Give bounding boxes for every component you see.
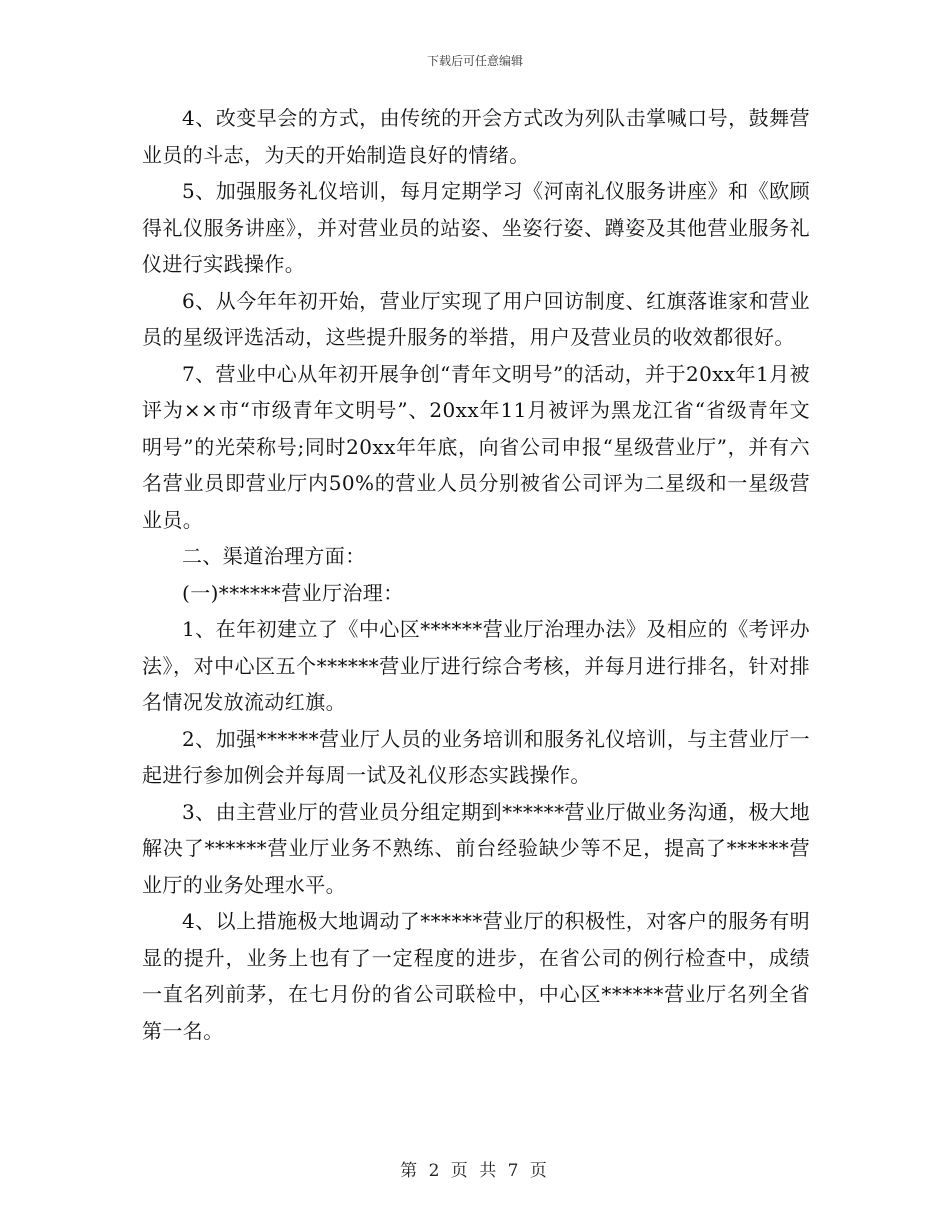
paragraph-sub-1: 1、在年初建立了《中心区******营业厅治理办法》及相应的《考评办法》，对中心区五个******营业厅进行综合考核，并每月进行排名，针对排名情况发放流动红旗。 xyxy=(142,617,810,714)
paragraph-sub-3: 3、由主营业厅的营业员分组定期到******营业厅做业务沟通，极大地解决了******营业厅业务不熟练、前台经验缺少等不足，提高了******营业厅的业务处理水平。 xyxy=(142,799,810,897)
page-number-footer: 第 2 页 共 7 页 xyxy=(400,1161,550,1181)
paragraph-item-4: 4、改变早会的方式，由传统的开会方式改为列队击掌喊口号，鼓舞营业员的斗志，为天的开始制造良好的情绪。 xyxy=(142,106,810,167)
body-text xyxy=(142,100,810,1049)
subsection-heading-hall: (一)******营业厅治理： xyxy=(182,580,404,605)
section-heading-channel: 二、渠道治理方面： xyxy=(182,544,366,568)
paragraph-item-7: 7、营业中心从年初开展争创“青年文明号”的活动，并于20xx年1月被评为××市“市级青年文明号”、20xx年11月被评为黑龙江省“省级青年文明号”的光荣称号;同时20xx年年底，向省公司申报“星级营业厅”，并有六名营业员即营业厅内50%的营业人员分别被省公司评为二星级和一星级营业员。 xyxy=(142,361,810,532)
paragraph-sub-4: 4、以上措施极大地调动了******营业厅的积极性，对客户的服务有明显的提升，业务上也有了一定程度的进步，在省公司的例行检查中，成绩一直名列前茅，在七月份的省公司联检中，中心区******营业厅名列全省第一名。 xyxy=(142,909,810,1043)
paragraph-item-6: 6、从今年年初开始，营业厅实现了用户回访制度、红旗落谁家和营业员的星级评选活动，这些提升服务的举措，用户及营业员的收效都很好。 xyxy=(142,288,810,349)
paragraph-sub-2: 2、加强******营业厅人员的业务培训和服务礼仪培训，与主营业厅一起进行参加例会并每周一试及礼仪形态实践操作。 xyxy=(142,726,810,787)
paragraph-item-5: 5、加强服务礼仪培训，每月定期学习《河南礼仪服务讲座》和《欧顾得礼仪服务讲座》，并对营业员的站姿、坐姿行姿、蹲姿及其他营业服务礼仪进行实践操作。 xyxy=(142,179,810,276)
page-header: 下载后可任意编辑 xyxy=(426,54,523,68)
